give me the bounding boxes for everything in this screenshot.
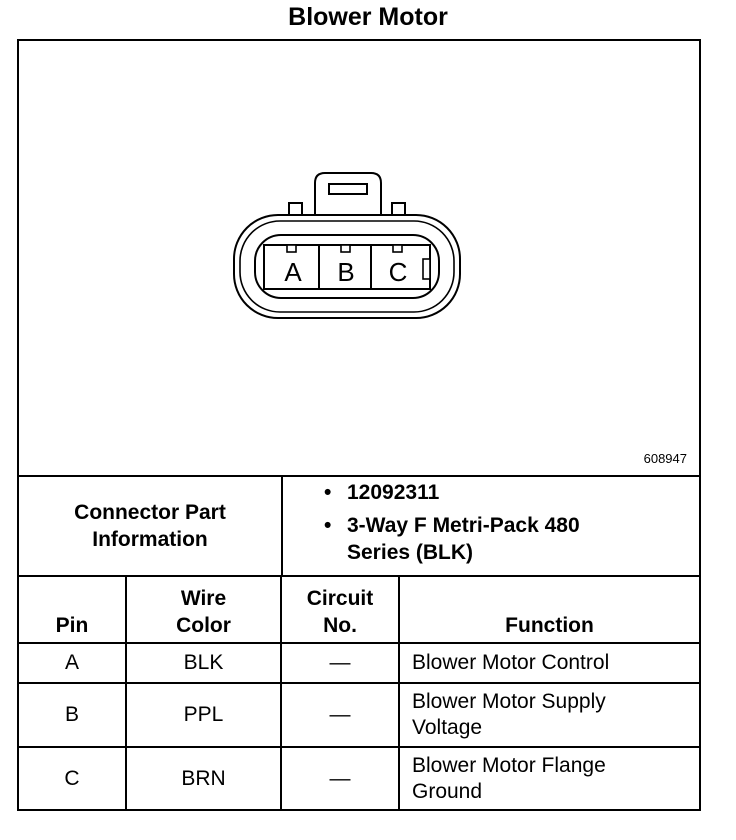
- connector-info-label-text: Connector Part Information: [74, 501, 226, 551]
- list-item: [283, 512, 597, 566]
- part-number: 12092311: [347, 481, 440, 504]
- connector-info-row: [19, 477, 699, 577]
- connector-diagram-area: [19, 41, 699, 477]
- pin-label-c: C: [388, 257, 408, 287]
- terminal-notch-a: [287, 245, 296, 252]
- table-row: [19, 747, 699, 810]
- list-item: [283, 479, 693, 506]
- header-circuit-no-text: Circuit No.: [306, 587, 374, 637]
- cell-wire-color: BRN: [126, 747, 281, 810]
- connector-info-label: [19, 477, 283, 575]
- cell-circuit-no: —: [281, 683, 399, 747]
- table-header-row: [19, 577, 699, 643]
- header-pin: Pin: [19, 577, 126, 643]
- pin-table: [19, 577, 699, 810]
- pin-label-a: A: [284, 257, 302, 287]
- pin-label-b: B: [337, 257, 355, 287]
- cell-wire-color: BLK: [126, 643, 281, 683]
- cell-pin: B: [19, 683, 126, 747]
- drawing-id: 608947: [643, 451, 687, 466]
- header-circuit-no: [281, 577, 399, 643]
- bullet-icon: •: [324, 481, 332, 504]
- connector-chart: [17, 39, 701, 811]
- cell-function: Blower Motor Flange Ground: [399, 747, 699, 810]
- lock-tab: [315, 173, 381, 221]
- header-wire-color-text: Wire Color: [176, 587, 231, 637]
- cell-circuit-no: —: [281, 643, 399, 683]
- cell-function: Blower Motor Supply Voltage: [399, 683, 699, 747]
- connector-info-list: [283, 479, 693, 572]
- header-function: Function: [399, 577, 699, 643]
- page-title: Blower Motor: [288, 3, 448, 31]
- table-row: [19, 683, 699, 747]
- cell-wire-color: PPL: [126, 683, 281, 747]
- connector-description: 3-Way F Metri-Pack 480 Series (BLK): [347, 514, 580, 564]
- terminal-notch-c: [393, 245, 402, 252]
- bullet-icon: •: [324, 514, 332, 537]
- connector-face-drawing: [19, 41, 699, 475]
- cell-pin: C: [19, 747, 126, 810]
- lock-tab-window: [329, 184, 367, 194]
- cell-function: Blower Motor Control: [399, 643, 699, 683]
- terminal-notch-b: [341, 245, 350, 252]
- cell-circuit-no: —: [281, 747, 399, 810]
- cell-pin: A: [19, 643, 126, 683]
- key-rib: [423, 259, 430, 279]
- table-row: [19, 643, 699, 683]
- header-wire-color: [126, 577, 281, 643]
